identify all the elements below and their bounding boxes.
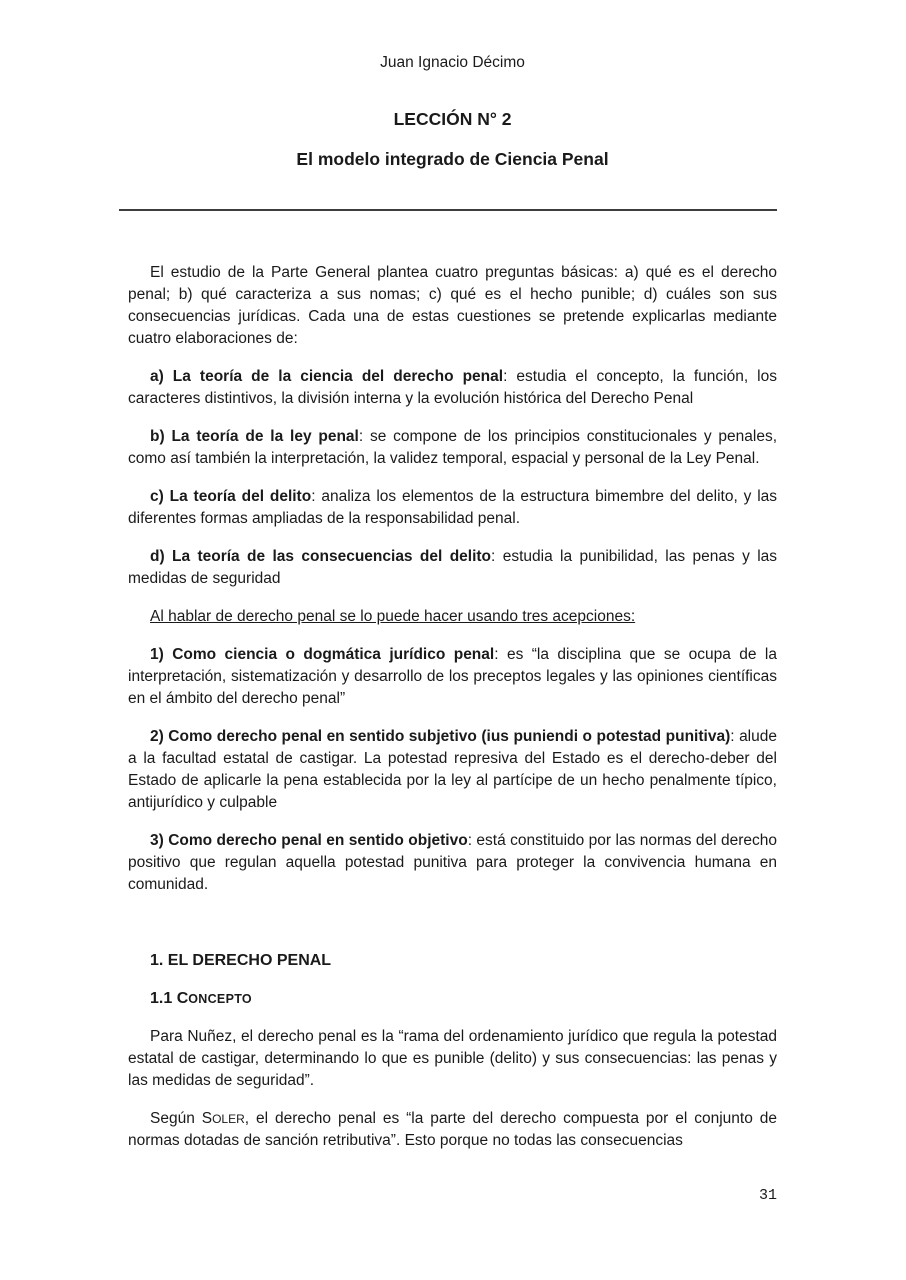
- acepcion-2-lead: 2) Como derecho penal en sentido subjetivo (ius puniendi o potestad punitiva): [150, 728, 731, 745]
- paragraph-acepcion-2: [128, 726, 777, 814]
- acepcion-3-lead: 3) Como derecho penal en sentido objetivo: [150, 832, 468, 849]
- paragraph-elaboration-b: [128, 426, 777, 470]
- elaboration-c-lead: c) La teoría del delito: [150, 488, 312, 505]
- paragraph-nunez: Para Nuñez, el derecho penal es la “rama del ordenamiento jurídico que regula la potestad estatal de castigar, determinando lo que es punible (delito) y sus consecuencias: las penas y las medidas de seguridad”.: [128, 1028, 777, 1089]
- acepcion-1-lead: 1) Como ciencia o dogmática jurídico penal: [150, 646, 495, 663]
- soler-text-after: , el derecho penal es “la parte del derecho compuesta por el conjunto de normas dotadas de sanción retributiva”. Esto porque no todas las consecuencias: [128, 1110, 777, 1149]
- acepcion-3-text: : está constituido por las normas del derecho positivo que regulan aquella potestad punitiva para proteger la convivencia humana en comunidad.: [128, 832, 778, 893]
- paragraph-elaboration-a: [128, 366, 777, 410]
- paragraph-acepcion-3: [128, 830, 777, 896]
- running-header-author: Juan Ignacio Décimo: [380, 54, 525, 71]
- soler-smallcaps: OLER: [212, 1112, 245, 1126]
- section-heading-derecho-penal: 1. EL DERECHO PENAL: [150, 952, 332, 969]
- elaboration-a-text: : estudia el concepto, la función, los caracteres distintivos, la división interna y la evolución histórica del Derecho Penal: [128, 368, 777, 407]
- paragraph-elaboration-d: [128, 546, 777, 590]
- soler-text-before: Según S: [150, 1110, 213, 1127]
- lesson-subtitle: El modelo integrado de Ciencia Penal: [296, 149, 609, 169]
- elaboration-b-lead: b) La teoría de la ley penal: [150, 428, 359, 445]
- acepcion-1-text: : es “la disciplina que se ocupa de la interpretación, sistematización y desarrollo de los preceptos legales y las opiniones científicas en el ámbito del derecho penal”: [128, 646, 777, 707]
- subsection-number: 1.1 C: [150, 990, 189, 1007]
- lesson-title: LECCIÓN N° 2: [393, 109, 512, 129]
- elaboration-b-text: : se compone de los principios constitucionales y penales, como así también la interpretación, la validez temporal, espacial y personal de la Ley Penal.: [128, 428, 778, 467]
- page-number: 31: [758, 1187, 777, 1204]
- header-divider: [119, 209, 777, 211]
- paragraph-intro: El estudio de la Parte General plantea cuatro preguntas básicas: a) qué es el derecho penal; b) qué caracteriza a sus nomas; c) qué es el hecho punible; d) cuáles son sus consecuencias jurídicas. Cada una de estas cuestiones se pretende explicarlas mediante cuatro elaboraciones de:: [128, 264, 777, 347]
- acepcion-2-text: : alude a la facultad estatal de castigar. La potestad represiva del Estado es el derecho-deber del Estado de aplicarle la pena establecida por la ley al partícipe de un hecho penalmente típico, antijurídico y culpable: [128, 728, 777, 811]
- elaboration-d-lead: d) La teoría de las consecuencias del delito: [150, 548, 492, 565]
- paragraph-acepcion-1: [128, 644, 777, 710]
- elaboration-d-text: : estudia la punibilidad, las penas y las medidas de seguridad: [128, 548, 778, 587]
- paragraph-soler: [128, 1108, 777, 1152]
- paragraph-elaboration-c: [128, 486, 777, 530]
- document-body: [128, 262, 777, 1152]
- paragraph-acepciones-intro: Al hablar de derecho penal se lo puede hacer usando tres acepciones:: [150, 608, 636, 625]
- elaboration-a-lead: a) La teoría de la ciencia del derecho penal: [150, 368, 504, 385]
- subsection-heading-concepto: [128, 988, 777, 1010]
- elaboration-c-text: : analiza los elementos de la estructura bimembre del delito, y las diferentes formas ampliadas de la responsabilidad penal.: [128, 488, 778, 527]
- subsection-smallcaps: ONCEPTO: [188, 992, 252, 1006]
